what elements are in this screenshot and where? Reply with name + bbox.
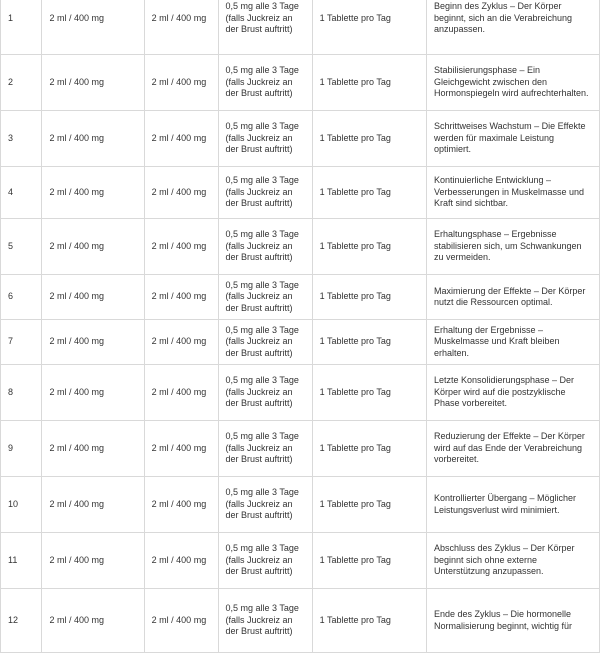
table-cell-week: 10 [1,477,42,533]
table-cell-c: 0,5 mg alle 3 Tage (falls Juckreiz an der Brust auftritt) [218,219,312,275]
table-cell-e: Kontinuierliche Entwicklung – Verbesserungen in Muskelmasse und Kraft sind sichtbar. [426,167,599,219]
table-cell-d: 1 Tablette pro Tag [312,55,426,111]
table-cell-a: 2 ml / 400 mg [42,477,144,533]
table-cell-e: Maximierung der Effekte – Der Körper nutzt die Ressourcen optimal. [426,275,599,320]
table-cell-a: 2 ml / 400 mg [42,365,144,421]
table-cell-c: 0,5 mg alle 3 Tage (falls Juckreiz an der Brust auftritt) [218,55,312,111]
table-cell-c: 0,5 mg alle 3 Tage (falls Juckreiz an der Brust auftritt) [218,275,312,320]
table-cell-week: 4 [1,167,42,219]
table-cell-a: 2 ml / 400 mg [42,55,144,111]
table-cell-a: 2 ml / 400 mg [42,167,144,219]
table-cell-a: 2 ml / 400 mg [42,275,144,320]
table-cell-e: Beginn des Zyklus – Der Körper beginnt, sich an die Verabreichung anzupassen. [426,0,599,55]
table-cell-e: Ende des Zyklus – Die hormonelle Normalisierung beginnt, wichtig für [426,589,599,653]
table-cell-week: 3 [1,111,42,167]
table-cell-c: 0,5 mg alle 3 Tage (falls Juckreiz an der Brust auftritt) [218,320,312,365]
table-row [1,275,600,320]
table-cell-e: Erhaltung der Ergebnisse – Muskelmasse und Kraft bleiben erhalten. [426,320,599,365]
table-cell-b: 2 ml / 400 mg [144,55,218,111]
table-cell-d: 1 Tablette pro Tag [312,589,426,653]
table-cell-week: 7 [1,320,42,365]
table-cell-week: 2 [1,55,42,111]
table-cell-d: 1 Tablette pro Tag [312,0,426,55]
table-cell-c: 0,5 mg alle 3 Tage (falls Juckreiz an der Brust auftritt) [218,167,312,219]
table-cell-a: 2 ml / 400 mg [42,320,144,365]
table-cell-e: Stabilisierungsphase – Ein Gleichgewicht zwischen den Hormonspiegeln wird aufrechterhalten. [426,55,599,111]
table-cell-d: 1 Tablette pro Tag [312,365,426,421]
table-cell-c: 0,5 mg alle 3 Tage (falls Juckreiz an der Brust auftritt) [218,111,312,167]
table-cell-b: 2 ml / 400 mg [144,365,218,421]
table-cell-b: 2 ml / 400 mg [144,421,218,477]
table-cell-e: Abschluss des Zyklus – Der Körper beginnt sich ohne externe Unterstützung anzupassen. [426,533,599,589]
table-cell-d: 1 Tablette pro Tag [312,320,426,365]
table-cell-e: Letzte Konsolidierungsphase – Der Körper wird auf die postzyklische Phase vorbereitet. [426,365,599,421]
table-cell-d: 1 Tablette pro Tag [312,275,426,320]
table-cell-d: 1 Tablette pro Tag [312,167,426,219]
table-cell-c: 0,5 mg alle 3 Tage (falls Juckreiz an der Brust auftritt) [218,477,312,533]
table-cell-week: 5 [1,219,42,275]
table-cell-a: 2 ml / 400 mg [42,533,144,589]
table-row [1,0,600,55]
table-row [1,320,600,365]
table-cell-c: 0,5 mg alle 3 Tage (falls Juckreiz an der Brust auftritt) [218,533,312,589]
table-cell-b: 2 ml / 400 mg [144,167,218,219]
table-cell-b: 2 ml / 400 mg [144,111,218,167]
table-cell-b: 2 ml / 400 mg [144,320,218,365]
table-cell-b: 2 ml / 400 mg [144,0,218,55]
table-row [1,365,600,421]
table-cell-b: 2 ml / 400 mg [144,219,218,275]
table-cell-week: 12 [1,589,42,653]
table-cell-a: 2 ml / 400 mg [42,421,144,477]
table-row [1,477,600,533]
table-cell-c: 0,5 mg alle 3 Tage (falls Juckreiz an der Brust auftritt) [218,589,312,653]
table-cell-e: Schrittweises Wachstum – Die Effekte werden für maximale Leistung optimiert. [426,111,599,167]
table-cell-c: 0,5 mg alle 3 Tage (falls Juckreiz an der Brust auftritt) [218,365,312,421]
table-cell-d: 1 Tablette pro Tag [312,421,426,477]
table-cell-d: 1 Tablette pro Tag [312,477,426,533]
table-row [1,421,600,477]
table-cell-c: 0,5 mg alle 3 Tage (falls Juckreiz an der Brust auftritt) [218,0,312,55]
table-cell-week: 9 [1,421,42,477]
table-cell-a: 2 ml / 400 mg [42,589,144,653]
table-cell-e: Kontrollierter Übergang – Möglicher Leistungsverlust wird minimiert. [426,477,599,533]
table-cell-b: 2 ml / 400 mg [144,275,218,320]
table-cell-week: 1 [1,0,42,55]
table-cell-b: 2 ml / 400 mg [144,477,218,533]
table-row [1,167,600,219]
table-row [1,219,600,275]
table-row [1,111,600,167]
table-cell-a: 2 ml / 400 mg [42,111,144,167]
table-row [1,589,600,653]
table-cell-a: 2 ml / 400 mg [42,219,144,275]
table-cell-week: 8 [1,365,42,421]
table-body [1,0,600,653]
table-cell-e: Erhaltungsphase – Ergebnisse stabilisieren sich, um Schwankungen zu vermeiden. [426,219,599,275]
table-cell-c: 0,5 mg alle 3 Tage (falls Juckreiz an der Brust auftritt) [218,421,312,477]
table-row [1,55,600,111]
table-cell-d: 1 Tablette pro Tag [312,219,426,275]
table-cell-week: 6 [1,275,42,320]
table-cell-b: 2 ml / 400 mg [144,589,218,653]
table-cell-week: 11 [1,533,42,589]
table-cell-e: Reduzierung der Effekte – Der Körper wird auf das Ende der Verabreichung vorbereitet. [426,421,599,477]
table-row [1,533,600,589]
table-cell-d: 1 Tablette pro Tag [312,111,426,167]
table-cell-d: 1 Tablette pro Tag [312,533,426,589]
table-cell-b: 2 ml / 400 mg [144,533,218,589]
table-cell-a: 2 ml / 400 mg [42,0,144,55]
